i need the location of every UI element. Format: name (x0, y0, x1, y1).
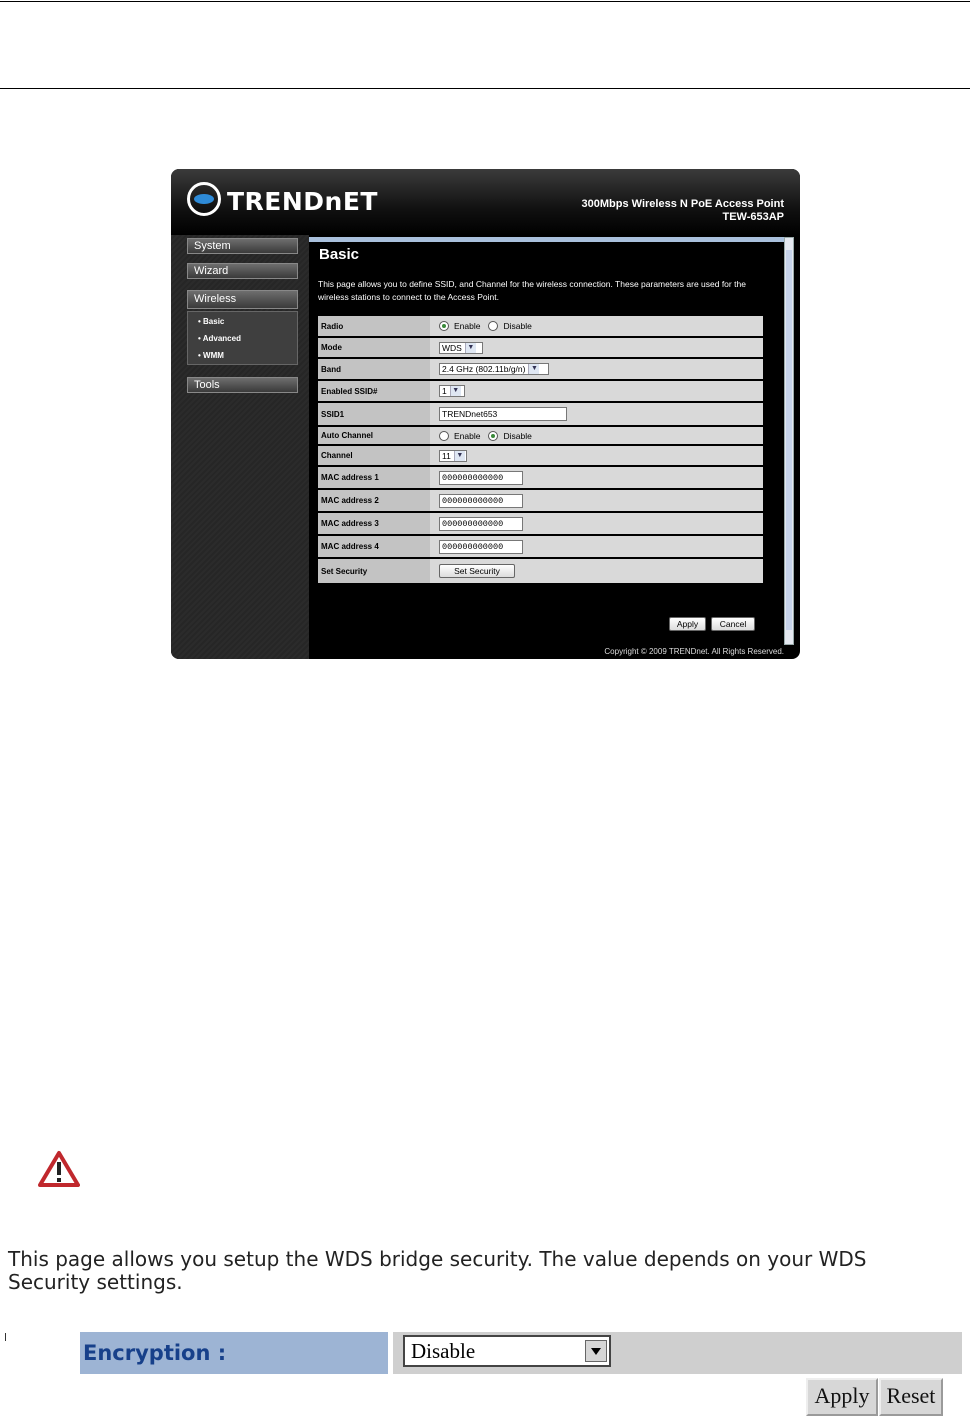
mac3-row (318, 513, 763, 536)
ssid1-input[interactable]: TRENDnet653 (439, 407, 567, 421)
encryption-value: Disable (411, 1339, 476, 1363)
mac2-input[interactable]: 000000000000 (439, 494, 523, 508)
nav-wireless-wmm-label: WMM (203, 351, 224, 360)
ssid-count-value: 1 (442, 386, 447, 396)
top-rule (0, 1, 970, 2)
copyright: Copyright © 2009 TRENDnet. All Rights Reserved. (604, 647, 784, 656)
page-title: Basic (319, 246, 360, 263)
cancel-button[interactable]: Cancel (711, 617, 755, 631)
chevron-down-icon: ▼ (465, 343, 476, 353)
channel-label: Channel (318, 446, 430, 465)
main-scrollbar[interactable] (784, 237, 794, 645)
radio-disable-label: Disable (503, 321, 532, 331)
model-name: TEW-653AP (722, 211, 784, 223)
band-select[interactable] (439, 363, 549, 375)
mac4-label: MAC address 4 (318, 536, 430, 557)
header-rule (0, 88, 970, 89)
margin-mark (5, 1333, 6, 1341)
radio-disable-radio[interactable] (488, 321, 498, 331)
mode-label: Mode (318, 338, 430, 357)
mac2-label: MAC address 2 (318, 490, 430, 511)
wds-security-instructions: This page allows you setup the WDS bridge security. The value depends on your WDS Security settings. (8, 1247, 867, 1294)
nav-wireless-basic[interactable]: • Basic (198, 317, 225, 326)
ssid1-label: SSID1 (318, 403, 430, 425)
chevron-down-icon: ▼ (450, 386, 461, 396)
mac4-input[interactable]: 000000000000 (439, 540, 523, 554)
radio-label: Radio (318, 316, 430, 336)
auto-channel-disable-radio[interactable] (488, 431, 498, 441)
ssid-count-select[interactable] (439, 385, 465, 397)
radio-enable-label: Enable (454, 321, 481, 331)
mac1-input[interactable]: 000000000000 (439, 471, 523, 485)
product-line: 300Mbps Wireless N PoE Access Point (581, 198, 784, 210)
mac1-label: MAC address 1 (318, 467, 430, 488)
nav-wireless-basic-label: Basic (203, 317, 225, 326)
mac4-row (318, 536, 763, 559)
mode-select[interactable] (439, 342, 483, 354)
router-header (171, 169, 800, 235)
main-panel (309, 237, 784, 650)
product-info (582, 198, 784, 224)
radio-options (439, 316, 540, 336)
auto-channel-row (318, 427, 763, 446)
router-screenshot (171, 169, 800, 659)
security-row (318, 559, 763, 583)
band-value: 2.4 GHz (802.11b/g/n) (442, 364, 526, 374)
wds-apply-button[interactable]: Apply (806, 1378, 878, 1416)
band-row (318, 359, 763, 381)
auto-channel-enable-label: Enable (454, 430, 481, 441)
channel-select[interactable] (439, 450, 467, 462)
mac3-input[interactable]: 000000000000 (439, 517, 523, 531)
auto-channel-enable-radio[interactable] (439, 431, 449, 441)
mac1-row (318, 467, 763, 490)
auto-channel-label: Auto Channel (318, 427, 430, 444)
radio-enable-radio[interactable] (439, 321, 449, 331)
mode-value: WDS (442, 342, 462, 353)
nav-wireless-wmm[interactable]: • WMM (198, 351, 224, 360)
channel-value: 11 (442, 450, 451, 461)
mode-row (318, 338, 763, 359)
encryption-select[interactable] (403, 1335, 611, 1367)
nav-wireless[interactable]: Wireless (187, 290, 298, 309)
nav-tools[interactable]: Tools (187, 377, 298, 393)
auto-channel-disable-label: Disable (503, 430, 532, 441)
nav-wizard[interactable]: Wizard (187, 263, 298, 279)
ssid-count-row (318, 381, 763, 403)
trendnet-logo (187, 182, 221, 216)
chevron-down-icon: ▼ (528, 364, 539, 374)
nav-wireless-advanced[interactable]: • Advanced (198, 334, 241, 343)
encryption-label: Encryption : (80, 1332, 388, 1374)
nav-system[interactable]: System (187, 238, 298, 254)
wds-reset-button[interactable]: Reset (879, 1378, 943, 1416)
page-description: This page allows you to define SSID, and Channel for the wireless connection. These parameters are used for the wireless stations to connect to the Access Point. (318, 279, 746, 302)
brand-name: TRENDnET (227, 187, 378, 216)
warning-icon (38, 1150, 80, 1188)
security-label: Set Security (318, 559, 430, 583)
ssid1-row (318, 403, 763, 427)
chevron-down-icon (585, 1340, 607, 1362)
mac3-label: MAC address 3 (318, 513, 430, 534)
chevron-down-icon: ▼ (454, 451, 465, 461)
sidebar (171, 235, 309, 659)
ssid-count-label: Enabled SSID# (318, 381, 430, 401)
radio-row (318, 316, 763, 338)
band-label: Band (318, 359, 430, 379)
set-security-button[interactable]: Set Security (439, 564, 515, 578)
channel-row (318, 446, 763, 467)
nav-wireless-advanced-label: Advanced (202, 334, 241, 343)
auto-channel-options (439, 427, 540, 444)
apply-button[interactable]: Apply (669, 617, 706, 631)
wireless-submenu (187, 311, 298, 365)
mac2-row (318, 490, 763, 513)
scrollbar-thumb[interactable] (786, 250, 792, 630)
